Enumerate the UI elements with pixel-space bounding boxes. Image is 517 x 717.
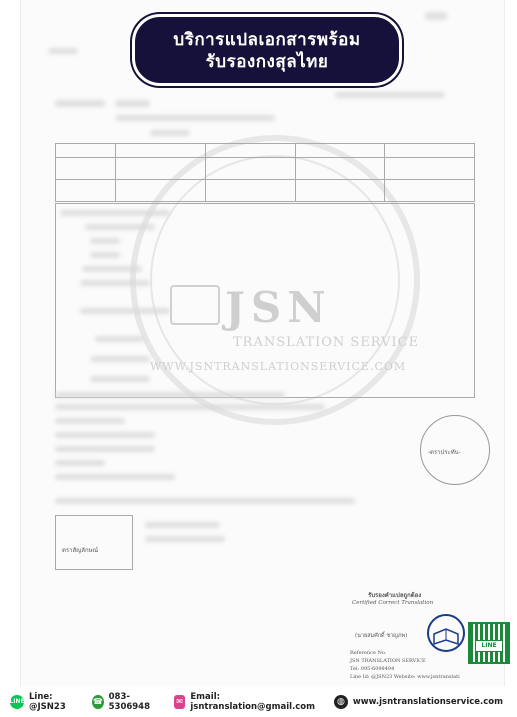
redacted-text <box>60 210 170 216</box>
redacted-text <box>55 498 355 504</box>
redacted-text <box>115 100 150 107</box>
redacted-text <box>115 115 275 121</box>
stamp-label: -ตราประทับ- <box>428 449 461 456</box>
redacted-text <box>425 12 447 20</box>
footer-email[interactable] <box>174 692 320 712</box>
footer-phone[interactable] <box>92 692 160 712</box>
footer-line-text: Line: @JSN23 <box>29 691 66 712</box>
watermark-url: WWW.JSNTRANSLATIONSERVICE.COM <box>150 360 407 373</box>
watermark-logo: JSN <box>225 283 332 332</box>
contact-footer <box>0 686 517 717</box>
line-icon: LINE <box>10 695 24 709</box>
footer-website[interactable] <box>334 695 503 709</box>
redacted-text <box>80 308 170 314</box>
footer-phone-text: 083-5306948 <box>108 691 151 712</box>
email-icon: ✉ <box>174 695 186 709</box>
redacted-text <box>55 404 325 410</box>
service-banner <box>132 14 402 86</box>
translator-name: (นายสมศักดิ์ ชาญภพ) <box>355 633 408 639</box>
certified-title: รับรองคำแปลถูกต้อง <box>368 592 422 599</box>
details-frame <box>55 203 475 398</box>
banner-line-2: รับรองกงสุลไทย <box>205 52 329 72</box>
redacted-text <box>55 474 175 480</box>
redacted-text <box>55 460 105 466</box>
seal-label: ตราสัญลักษณ์ <box>62 547 99 554</box>
redacted-text <box>55 432 155 438</box>
redacted-text <box>95 336 145 342</box>
banner-line-1: บริการแปลเอกสารพร้อม <box>173 30 361 50</box>
company-name: JSN TRANSLATION SERVICE <box>350 658 426 664</box>
footer-line[interactable] <box>10 692 78 712</box>
redacted-text <box>90 356 150 362</box>
redacted-text <box>85 224 155 230</box>
redacted-text <box>90 376 150 382</box>
redacted-text <box>90 252 120 258</box>
redacted-text <box>145 536 225 542</box>
phone-icon: ☎ <box>92 695 103 709</box>
redacted-text <box>55 446 155 452</box>
company-tel: Tel: 095-6098494 <box>350 666 395 672</box>
redacted-text <box>80 280 150 286</box>
company-line: Line Id: @JSN23 Website: www.jsntranslati <box>350 674 460 680</box>
reference-label: Reference No. <box>350 650 387 656</box>
redacted-text <box>55 100 105 107</box>
redacted-text <box>48 48 78 54</box>
redacted-text <box>55 392 285 398</box>
footer-email-text: Email: jsntranslation@gmail.com <box>190 691 315 712</box>
parents-table <box>55 143 475 202</box>
certified-subtitle: Certified Correct Translation <box>352 600 434 606</box>
globe-icon: ◍ <box>334 695 348 709</box>
redacted-text <box>82 266 142 272</box>
redacted-text <box>335 92 445 98</box>
watermark-subtitle: TRANSLATION SERVICE <box>233 335 420 350</box>
redacted-text <box>145 522 220 528</box>
qr-line-badge: LINE <box>475 640 503 652</box>
jsn-logo-icon <box>425 612 467 660</box>
redacted-text <box>150 130 190 136</box>
redacted-text <box>90 238 120 244</box>
redacted-text <box>55 418 125 424</box>
seal-box <box>55 515 133 570</box>
footer-website-text: www.jsntranslationservice.com <box>352 696 503 707</box>
